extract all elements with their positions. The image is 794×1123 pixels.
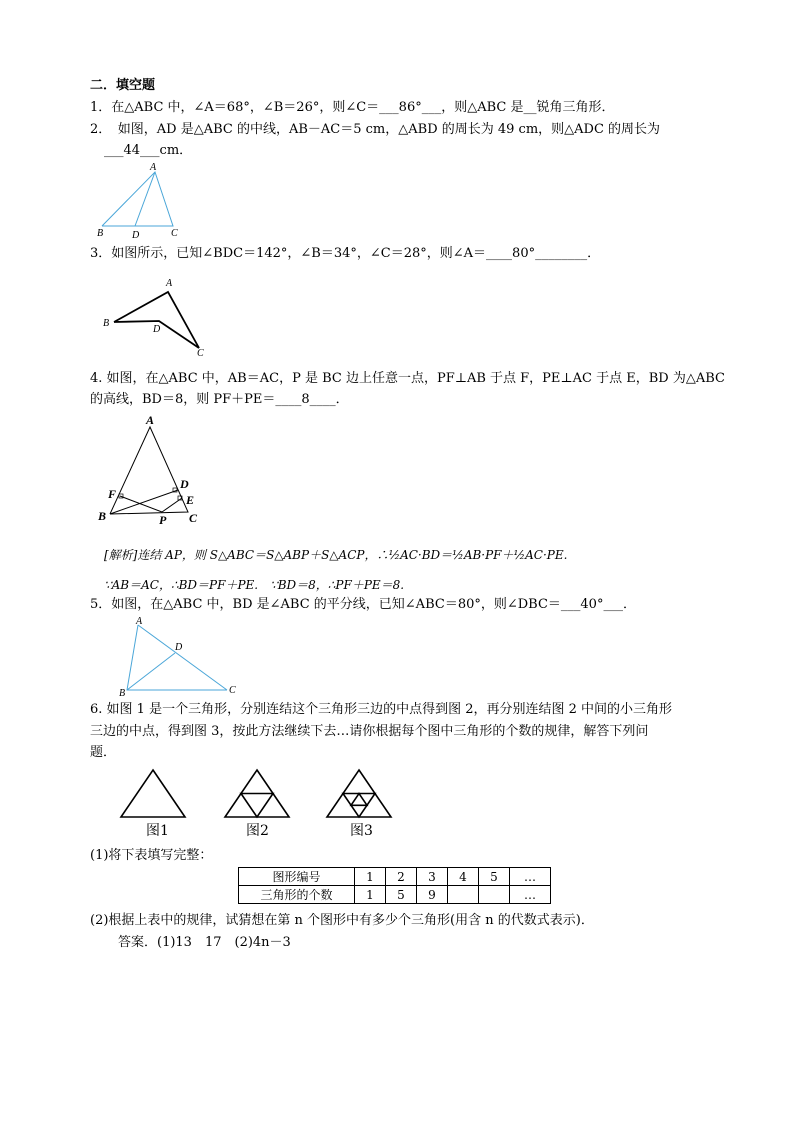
q6-part-1: (1)将下表填写完整： (90, 848, 213, 863)
q6-figure-3-label: 图3 (350, 823, 373, 839)
table-cell: 9 (417, 886, 448, 904)
q3-label-d: D (153, 324, 161, 335)
q5-label-c: C (229, 685, 236, 696)
q4-label-d: D (180, 477, 189, 491)
section-title: 二．填空题 (90, 78, 156, 93)
table-cell: … (510, 886, 551, 904)
table-cell: 图形编号 (239, 868, 355, 886)
question-3: 3．如图所示，已知∠BDC＝142°，∠B＝34°，∠C＝28°，则∠A＝____80°________． (90, 246, 601, 261)
q6-figure-1-label: 图1 (146, 823, 169, 839)
table-cell: 1 (355, 868, 386, 886)
table-row-triangle-count (239, 886, 551, 904)
q6-pattern-table (238, 867, 551, 904)
question-6-line2: 三边的中点，得到图 3，按此方法继续下去…请你根据每个图中三角形的个数的规律，解答下列问 (90, 724, 649, 739)
q3-concave-figure (102, 278, 212, 358)
table-row-figure-number (239, 868, 551, 886)
table-cell: 4 (448, 868, 479, 886)
table-cell: … (510, 868, 551, 886)
q5-label-a: A (136, 616, 143, 627)
table-cell: 三角形的个数 (239, 886, 355, 904)
table-cell (479, 886, 510, 904)
q4-isosceles-figure (96, 412, 206, 527)
question-6-line1: 6. 如图 1 是一个三角形，分别连结这个三角形三边的中点得到图 2，再分别连结图 2 中间的小三角形 (90, 702, 673, 717)
question-4-analysis-conclusion: ∵AB＝AC，∴BD＝PF＋PE. ∵BD＝8，∴PF＋PE＝8. (104, 578, 405, 592)
q3-label-b: B (103, 318, 110, 329)
q2-label-c: C (171, 228, 178, 239)
question-2-line2: ___44___cm． (104, 143, 193, 158)
q4-label-p: P (159, 513, 167, 527)
question-4-line2: 的高线，BD＝8，则 PF＋PE＝____8____． (90, 392, 349, 407)
q2-label-b: B (97, 228, 104, 239)
question-4-analysis: [解析]连结 AP，则 S△ABC＝S△ABP＋S△ACP，∴½AC·BD＝½AB·PF＋½AC·PE. (104, 548, 568, 562)
question-4-line1: 4. 如图，在△ABC 中，AB＝AC，P 是 BC 边上任意一点，PF⊥AB 于点 F，PE⊥AC 于点 E，BD 为△ABC (90, 371, 725, 386)
q6-figure-3 (324, 768, 394, 820)
question-2-line1: 2． 如图，AD 是△ABC 的中线，AB－AC＝5 cm，△ABD 的周长为 49 cm，则△ADC 的周长为 (90, 122, 661, 137)
q2-label-d: D (132, 230, 140, 241)
table-cell: 3 (417, 868, 448, 886)
q4-label-b: B (98, 509, 107, 523)
q6-figure-2 (222, 768, 292, 820)
q6-figure-1 (118, 768, 188, 820)
table-cell: 2 (386, 868, 417, 886)
question-6-line3: 题． (90, 745, 117, 760)
q3-label-c: C (197, 348, 204, 359)
q6-part-2: (2)根据上表中的规律，试猜想在第 n 个图形中有多少个三角形(用含 n 的代数式表示)． (90, 913, 594, 928)
q3-label-a: A (166, 278, 173, 289)
q5-label-b: B (119, 688, 126, 699)
q4-label-c: C (189, 511, 198, 525)
q4-label-a: A (146, 413, 155, 427)
table-cell: 5 (479, 868, 510, 886)
table-cell (448, 886, 479, 904)
table-cell: 1 (355, 886, 386, 904)
q4-label-e: E (186, 493, 195, 507)
q6-figure-2-label: 图2 (246, 823, 269, 839)
q5-bisector-figure (116, 616, 246, 699)
q6-answer: 答案．(1)13 17 (2)4n－3 (118, 935, 291, 950)
question-5: 5．如图，在△ABC 中，BD 是∠ABC 的平分线，已知∠ABC＝80°，则∠DBC＝___40°___． (90, 597, 636, 612)
q2-label-a: A (150, 162, 157, 173)
q5-label-d: D (175, 642, 183, 653)
q4-label-f: F (108, 487, 117, 501)
table-cell: 5 (386, 886, 417, 904)
question-1: 1．在△ABC 中，∠A＝68°，∠B＝26°，则∠C＝___86°___，则△ABC 是__锐角三角形． (90, 100, 615, 115)
q2-triangle-figure (96, 162, 196, 242)
